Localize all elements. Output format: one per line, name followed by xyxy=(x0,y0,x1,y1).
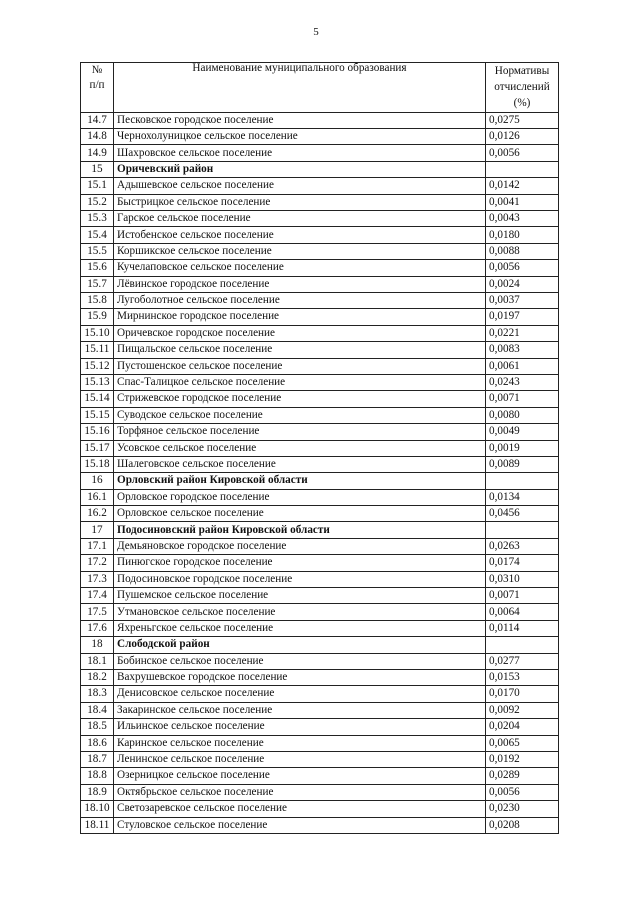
row-value: 0,0170 xyxy=(486,686,559,702)
row-value: 0,0277 xyxy=(486,653,559,669)
row-value: 0,0024 xyxy=(486,276,559,292)
table-row xyxy=(81,440,559,456)
row-number: 18.10 xyxy=(81,801,114,817)
row-name: Оричевский район xyxy=(114,161,486,177)
table-row xyxy=(81,276,559,292)
row-name: Каринское сельское поселение xyxy=(114,735,486,751)
row-value: 0,0089 xyxy=(486,456,559,472)
row-number: 15.5 xyxy=(81,243,114,259)
row-value xyxy=(486,161,559,177)
row-number: 18.8 xyxy=(81,768,114,784)
row-number: 15.16 xyxy=(81,424,114,440)
table-row xyxy=(81,309,559,325)
table-row xyxy=(81,751,559,767)
row-number: 17.1 xyxy=(81,538,114,554)
table-row xyxy=(81,506,559,522)
row-number: 16 xyxy=(81,473,114,489)
table-row xyxy=(81,325,559,341)
row-value: 0,0204 xyxy=(486,719,559,735)
row-name: Вахрушевское городское поселение xyxy=(114,669,486,685)
row-number: 18.6 xyxy=(81,735,114,751)
row-number: 17.4 xyxy=(81,588,114,604)
table-row xyxy=(81,456,559,472)
row-name: Денисовское сельское поселение xyxy=(114,686,486,702)
row-value: 0,0092 xyxy=(486,702,559,718)
row-value: 0,0456 xyxy=(486,506,559,522)
table-row xyxy=(81,719,559,735)
row-value: 0,0180 xyxy=(486,227,559,243)
row-name: Лёвинское городское поселение xyxy=(114,276,486,292)
row-number: 14.8 xyxy=(81,129,114,145)
row-number: 16.2 xyxy=(81,506,114,522)
row-name: Пушемское сельское поселение xyxy=(114,588,486,604)
table-row xyxy=(81,768,559,784)
header-value-line1: Нормативы xyxy=(494,65,550,77)
row-value: 0,0071 xyxy=(486,391,559,407)
table-row xyxy=(81,686,559,702)
table-row xyxy=(81,342,559,358)
row-number: 14.9 xyxy=(81,145,114,161)
row-value: 0,0043 xyxy=(486,211,559,227)
row-value: 0,0083 xyxy=(486,342,559,358)
row-number: 18.5 xyxy=(81,719,114,735)
table-row xyxy=(81,145,559,161)
row-value: 0,0061 xyxy=(486,358,559,374)
row-number: 18.3 xyxy=(81,686,114,702)
row-name: Шахровское сельское поселение xyxy=(114,145,486,161)
row-value: 0,0289 xyxy=(486,768,559,784)
row-value: 0,0037 xyxy=(486,293,559,309)
row-value xyxy=(486,637,559,653)
row-number: 15.6 xyxy=(81,260,114,276)
row-value: 0,0056 xyxy=(486,260,559,276)
table-row xyxy=(81,489,559,505)
row-number: 15.11 xyxy=(81,342,114,358)
row-number: 18.11 xyxy=(81,817,114,833)
row-name: Пустошенское сельское поселение xyxy=(114,358,486,374)
row-name: Шалеговское сельское поселение xyxy=(114,456,486,472)
row-name: Светозаревское сельское поселение xyxy=(114,801,486,817)
row-value: 0,0134 xyxy=(486,489,559,505)
row-value: 0,0174 xyxy=(486,555,559,571)
table-row xyxy=(81,604,559,620)
row-value: 0,0208 xyxy=(486,817,559,833)
row-name: Суводское сельское поселение xyxy=(114,407,486,423)
row-number: 15.1 xyxy=(81,178,114,194)
row-value: 0,0056 xyxy=(486,784,559,800)
row-number: 15.3 xyxy=(81,211,114,227)
header-number-line1: № xyxy=(91,64,103,76)
row-number: 15.2 xyxy=(81,194,114,210)
row-value: 0,0192 xyxy=(486,751,559,767)
table-row xyxy=(81,424,559,440)
table-row xyxy=(81,669,559,685)
row-name: Слободской район xyxy=(114,637,486,653)
row-number: 18.7 xyxy=(81,751,114,767)
header-value-line2: отчислений xyxy=(494,81,550,94)
table-row xyxy=(81,571,559,587)
row-number: 18.4 xyxy=(81,702,114,718)
table-row xyxy=(81,620,559,636)
table-row xyxy=(81,702,559,718)
table-row xyxy=(81,784,559,800)
row-name: Стуловское сельское поселение xyxy=(114,817,486,833)
row-number: 15.18 xyxy=(81,456,114,472)
table-row xyxy=(81,194,559,210)
row-name: Орловский район Кировской области xyxy=(114,473,486,489)
page-number: 5 xyxy=(313,26,319,38)
row-name: Озерницкое сельское поселение xyxy=(114,768,486,784)
row-name: Быстрицкое сельское поселение xyxy=(114,194,486,210)
row-value: 0,0263 xyxy=(486,538,559,554)
row-value: 0,0041 xyxy=(486,194,559,210)
table-row xyxy=(81,817,559,833)
norms-table xyxy=(80,62,559,834)
table-row xyxy=(81,407,559,423)
row-name: Стрижевское городское поселение xyxy=(114,391,486,407)
row-name: Ильинское сельское поселение xyxy=(114,719,486,735)
row-name: Демьяновское городское поселение xyxy=(114,538,486,554)
row-name: Мирнинское городское поселение xyxy=(114,309,486,325)
table-row xyxy=(81,538,559,554)
table-row xyxy=(81,129,559,145)
row-value: 0,0153 xyxy=(486,669,559,685)
table-header-row xyxy=(81,63,559,113)
header-number xyxy=(81,63,114,113)
table-row xyxy=(81,735,559,751)
district-row xyxy=(81,473,559,489)
row-number: 18 xyxy=(81,637,114,653)
row-name: Оричевское городское поселение xyxy=(114,325,486,341)
row-value: 0,0065 xyxy=(486,735,559,751)
table-row xyxy=(81,358,559,374)
row-value: 0,0088 xyxy=(486,243,559,259)
row-number: 15.12 xyxy=(81,358,114,374)
row-number: 15.4 xyxy=(81,227,114,243)
row-number: 17.6 xyxy=(81,620,114,636)
row-number: 15 xyxy=(81,161,114,177)
row-number: 15.17 xyxy=(81,440,114,456)
district-row xyxy=(81,522,559,538)
row-name: Песковское городское поселение xyxy=(114,112,486,128)
district-row xyxy=(81,637,559,653)
table-row xyxy=(81,653,559,669)
row-number: 17 xyxy=(81,522,114,538)
row-name: Орловское городское поселение xyxy=(114,489,486,505)
row-number: 18.9 xyxy=(81,784,114,800)
row-number: 14.7 xyxy=(81,112,114,128)
row-name: Ленинское сельское поселение xyxy=(114,751,486,767)
table-row xyxy=(81,178,559,194)
row-value: 0,0221 xyxy=(486,325,559,341)
table-row xyxy=(81,801,559,817)
row-name: Закаринское сельское поселение xyxy=(114,702,486,718)
row-value: 0,0114 xyxy=(486,620,559,636)
row-value: 0,0230 xyxy=(486,801,559,817)
row-number: 15.8 xyxy=(81,293,114,309)
row-number: 15.9 xyxy=(81,309,114,325)
row-number: 17.2 xyxy=(81,555,114,571)
row-name: Гарское сельское поселение xyxy=(114,211,486,227)
row-number: 18.1 xyxy=(81,653,114,669)
row-name: Торфяное сельское поселение xyxy=(114,424,486,440)
table-row xyxy=(81,555,559,571)
row-value: 0,0275 xyxy=(486,112,559,128)
table-row xyxy=(81,391,559,407)
header-value-line3: (%) xyxy=(513,97,531,110)
table-row xyxy=(81,227,559,243)
row-value: 0,0142 xyxy=(486,178,559,194)
row-name: Подосиновский район Кировской области xyxy=(114,522,486,538)
row-number: 16.1 xyxy=(81,489,114,505)
row-name: Истобенское сельское поселение xyxy=(114,227,486,243)
row-value: 0,0019 xyxy=(486,440,559,456)
row-name: Октябрьское сельское поселение xyxy=(114,784,486,800)
row-value: 0,0310 xyxy=(486,571,559,587)
table-body xyxy=(81,112,559,833)
row-value: 0,0064 xyxy=(486,604,559,620)
row-name: Пинюгское городское поселение xyxy=(114,555,486,571)
table-row xyxy=(81,211,559,227)
row-name: Утмановское сельское поселение xyxy=(114,604,486,620)
row-number: 15.7 xyxy=(81,276,114,292)
table-row xyxy=(81,374,559,390)
row-name: Кучелаповское сельское поселение xyxy=(114,260,486,276)
row-number: 15.14 xyxy=(81,391,114,407)
row-name: Пищальское сельское поселение xyxy=(114,342,486,358)
header-value xyxy=(486,63,559,113)
row-number: 15.13 xyxy=(81,374,114,390)
row-name: Лугоболотное сельское поселение xyxy=(114,293,486,309)
table-row xyxy=(81,243,559,259)
row-number: 15.10 xyxy=(81,325,114,341)
row-value xyxy=(486,522,559,538)
table-row xyxy=(81,112,559,128)
row-number: 18.2 xyxy=(81,669,114,685)
table-row xyxy=(81,260,559,276)
row-number: 17.5 xyxy=(81,604,114,620)
row-value xyxy=(486,473,559,489)
row-value: 0,0049 xyxy=(486,424,559,440)
row-value: 0,0197 xyxy=(486,309,559,325)
row-name: Бобинское сельское поселение xyxy=(114,653,486,669)
header-name: Наименование муниципального образования xyxy=(114,63,486,113)
row-value: 0,0126 xyxy=(486,129,559,145)
row-name: Подосиновское городское поселение xyxy=(114,571,486,587)
row-value: 0,0071 xyxy=(486,588,559,604)
row-name: Чернохолуницкое сельское поселение xyxy=(114,129,486,145)
table-row xyxy=(81,293,559,309)
row-value: 0,0080 xyxy=(486,407,559,423)
row-name: Спас-Талицкое сельское поселение xyxy=(114,374,486,390)
table-row xyxy=(81,588,559,604)
row-value: 0,0056 xyxy=(486,145,559,161)
district-row xyxy=(81,161,559,177)
row-name: Коршикское сельское поселение xyxy=(114,243,486,259)
row-value: 0,0243 xyxy=(486,374,559,390)
row-name: Усовское сельское поселение xyxy=(114,440,486,456)
row-name: Яхреньгское сельское поселение xyxy=(114,620,486,636)
row-name: Орловское сельское поселение xyxy=(114,506,486,522)
header-number-line2: п/п xyxy=(89,78,105,91)
row-name: Адышевское сельское поселение xyxy=(114,178,486,194)
row-number: 17.3 xyxy=(81,571,114,587)
row-number: 15.15 xyxy=(81,407,114,423)
